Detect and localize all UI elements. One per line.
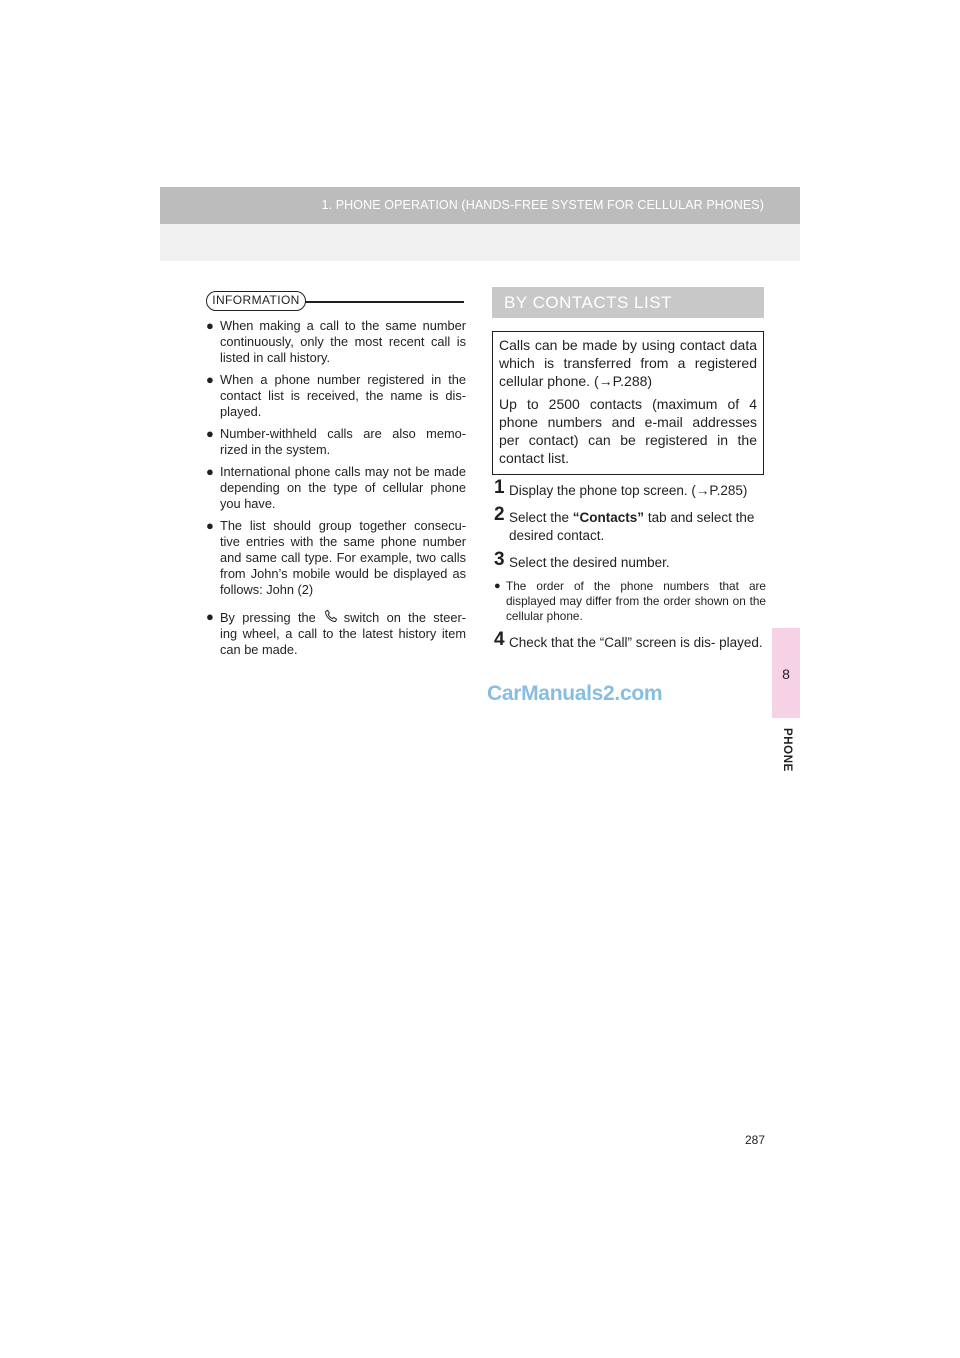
- information-item-text: When making a call to the same number continuously, only the most recent call is listed in call history.: [220, 318, 466, 365]
- information-item-text: When a phone number registered in the contact list is received, the name is dis- played.: [220, 372, 466, 419]
- information-list: [206, 318, 466, 664]
- step-text: Display the phone top screen. (→P.285): [509, 483, 748, 498]
- watermark: CarManuals2.com: [487, 682, 663, 705]
- contacts-tab-label: “Contacts”: [572, 510, 645, 525]
- information-item: [206, 426, 466, 458]
- information-item-text: Number-withheld calls are also memo- rized in the system.: [220, 426, 466, 457]
- bullet-icon: ●: [206, 609, 214, 624]
- chapter-tab: [772, 628, 800, 718]
- chapter-number: 8: [782, 666, 790, 682]
- step-item: [494, 477, 766, 500]
- section-heading: [492, 287, 764, 318]
- information-item: [206, 518, 466, 598]
- step-text: Check that the “Call” screen is dis- played.: [509, 635, 763, 650]
- chapter-label: PHONE: [781, 728, 793, 772]
- information-item: [206, 464, 466, 512]
- step-text: Select the desired number.: [509, 555, 670, 570]
- step-number: 2: [494, 504, 505, 525]
- intro-paragraph: Up to 2500 contacts (maximum of 4 phone numbers and e-mail addresses per contact) can be registered in the contact list.: [499, 396, 757, 466]
- bullet-icon: ●: [206, 372, 214, 387]
- bullet-icon: ●: [206, 464, 214, 479]
- bullet-icon: ●: [206, 426, 214, 441]
- bullet-icon: ●: [206, 318, 214, 333]
- information-badge: INFORMATION: [206, 291, 306, 311]
- bullet-icon: ●: [206, 518, 214, 533]
- step-text-suffix: tab and select the desired contact.: [509, 510, 755, 543]
- information-item-text: The list should group together consecu- tive entries with the same phone number and same call type. For example, two calls from John’s mobile would be displayed as follows: John (2): [220, 518, 466, 597]
- information-item-text-end: switch on the steer- ing wheel, a call to the latest history item can be made.: [220, 610, 466, 657]
- information-item-text: International phone calls may not be made depending on the type of cellular phone you have.: [220, 464, 466, 511]
- step-number: 1: [494, 477, 505, 498]
- header-title: 1. PHONE OPERATION (HANDS-FREE SYSTEM FOR CELLULAR PHONES): [321, 198, 764, 212]
- step-item: [494, 504, 766, 545]
- information-item: [206, 372, 466, 420]
- page-number: 287: [745, 1133, 766, 1147]
- step-item: [494, 549, 766, 572]
- page-header: [160, 187, 800, 261]
- note-text: The order of the phone numbers that are displayed may differ from the order shown on the cellular phone.: [506, 579, 766, 623]
- information-item: [206, 609, 466, 658]
- information-item: [206, 318, 466, 366]
- step-item: [494, 629, 766, 652]
- step-number: 4: [494, 629, 505, 650]
- bullet-icon: ●: [494, 580, 501, 592]
- step-number: 3: [494, 549, 505, 570]
- step-note: [494, 579, 766, 624]
- information-rule: [300, 301, 464, 303]
- intro-paragraph: Calls can be made by using contact data which is transferred from a registered cellular phone. (→P.288): [499, 337, 757, 389]
- section-title: BY CONTACTS LIST: [504, 293, 672, 312]
- header-bar: [160, 187, 800, 224]
- step-list: [494, 477, 766, 661]
- information-item-text-start: By pressing the: [220, 610, 316, 625]
- phone-handset-icon: [324, 609, 338, 623]
- section-intro-box: [492, 331, 764, 475]
- step-text-prefix: Select the: [509, 510, 573, 525]
